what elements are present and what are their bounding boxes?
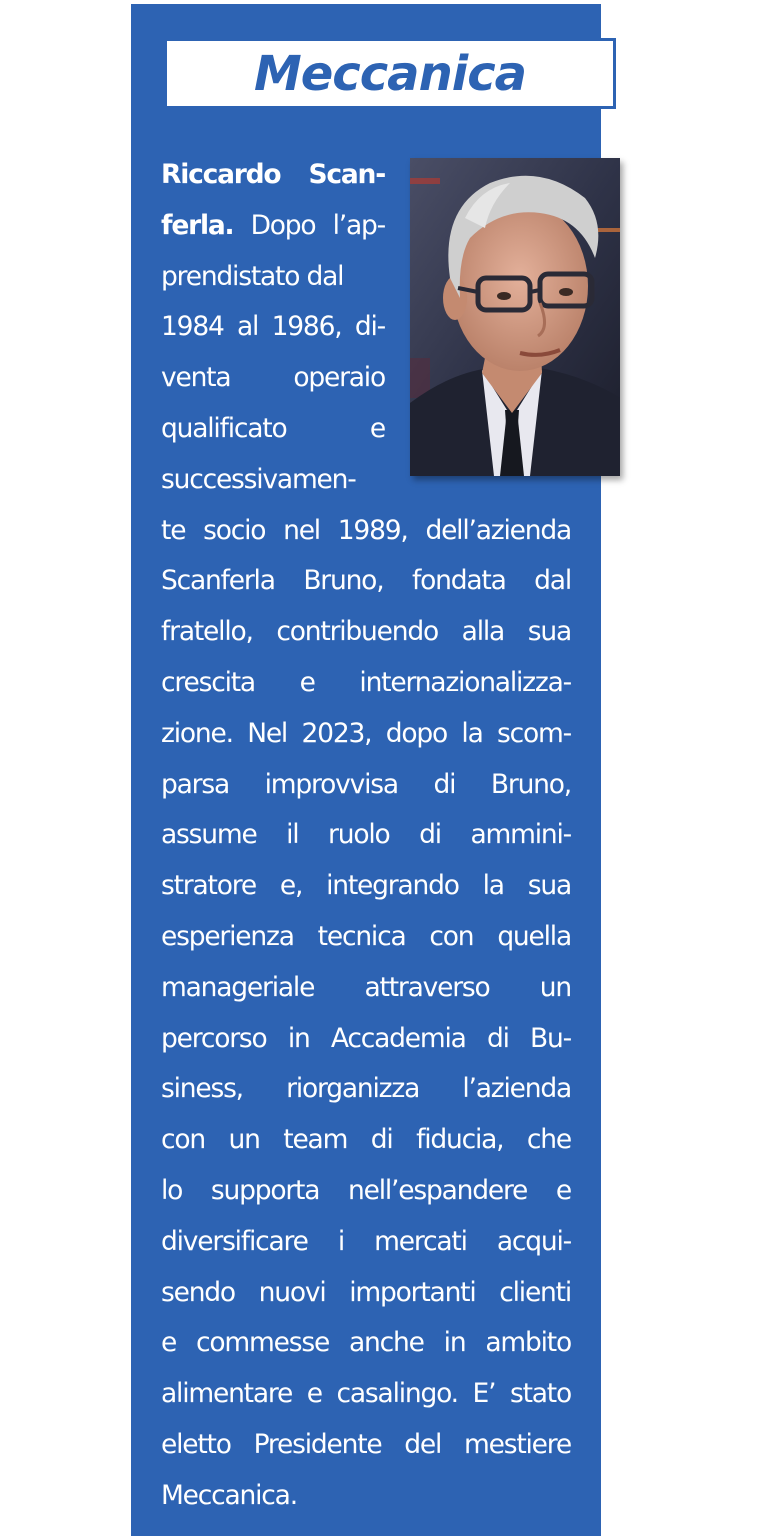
article-line-13: parsa improvvisa di Bruno, xyxy=(161,768,571,800)
article-line-5: venta operaio xyxy=(161,362,385,394)
article-line-19: siness, riorganizza l’azienda xyxy=(161,1073,571,1105)
article-line-23: sendo nuovi importanti clienti xyxy=(161,1276,571,1308)
article-line-20: con un team di fiducia, che xyxy=(161,1124,571,1156)
article-line-10: fratello, contribuendo alla sua xyxy=(161,616,571,648)
article-line-9: Scanferla Bruno, fondata dal xyxy=(161,565,571,597)
article-line-6: qualificato e xyxy=(161,412,385,444)
section-title-box xyxy=(164,38,616,109)
article-line-8: te socio nel 1989, dell’azienda xyxy=(161,514,571,546)
article-line-4: 1984 al 1986, di- xyxy=(161,311,385,343)
article-line-11: crescita e internazionalizza- xyxy=(161,666,571,698)
article-line-26: eletto Presidente del mestiere xyxy=(161,1428,571,1460)
article-line-15: stratore e, integrando la sua xyxy=(161,870,571,902)
name-bold-tail: ferla. xyxy=(161,209,234,241)
section-title: Meccanica xyxy=(253,45,527,102)
article-line-7: successivamen- xyxy=(161,463,356,495)
article-line-27: Meccanica. xyxy=(161,1479,297,1511)
article-line-18: percorso in Accademia di Bu- xyxy=(161,1022,571,1054)
article-line-21: lo supporta nell’espandere e xyxy=(161,1174,571,1206)
article-line-17: manageriale attraverso un xyxy=(161,971,571,1003)
article-line-22: diversificare i mercati acqui- xyxy=(161,1225,571,1257)
article-line-12: zione. Nel 2023, dopo la scom- xyxy=(161,717,571,749)
article-line-16: esperienza tecnica con quella xyxy=(161,920,571,952)
article-line-24: e commesse anche in ambito xyxy=(161,1327,571,1359)
line2-rest: Dopo l’ap- xyxy=(233,209,385,241)
article-line-3: prendistato dal xyxy=(161,260,344,292)
article-line-14: assume il ruolo di ammini- xyxy=(161,819,571,851)
article-body xyxy=(161,150,581,1522)
article-line-25: alimentare e casalingo. E’ stato xyxy=(161,1378,571,1410)
article-line-2 xyxy=(161,201,385,252)
article-line-1: Riccardo Scan- xyxy=(161,159,385,190)
